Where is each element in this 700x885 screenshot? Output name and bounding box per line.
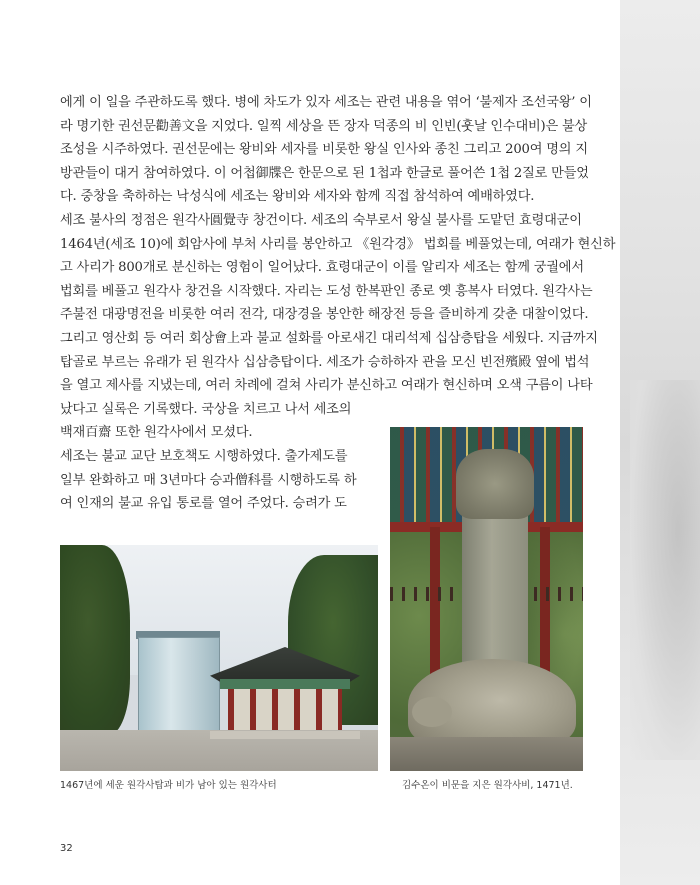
text-line: 다. 중창을 축하하는 낙성식에 세조는 왕비와 세자와 함께 직접 참석하여 예배하였다. <box>60 189 535 205</box>
text-line: 조성을 시주하였다. 권선문에는 왕비와 세자를 비롯한 왕실 인사와 종친 그리고 200여 명의 지 <box>60 142 588 158</box>
decorative-side-strip <box>620 0 700 885</box>
text-line: 을 열고 제사를 지냈는데, 여러 차례에 걸쳐 사리가 분신하고 여래가 현신하며 오색 구름이 나타 <box>60 378 593 394</box>
text-line: 방관들이 대거 참여하였다. 이 어첩御牒은 한문으로 된 1첩과 한글로 풀어쓴 1첩 2질로 만들었 <box>60 165 589 181</box>
page-number: 32 <box>60 843 73 854</box>
text-line: 고 사리가 800개로 분신하는 영험이 일어났다. 효령대군이 이를 알리자 세조는 함께 궁궐에서 <box>60 260 584 276</box>
text-line: 법회를 베풀고 원각사 창건을 시작했다. 자리는 도성 한복판인 종로 옛 흥복사 터였다. 원각사는 <box>60 283 593 299</box>
pavilion-columns <box>228 689 342 733</box>
text-line: 주불전 대광명전을 비롯한 여러 전각, 대장경을 봉안한 해장전 등을 즐비하게 갖춘 대찰이었다. <box>60 307 589 323</box>
text-line: 여 인재의 불교 유입 통로를 열어 주었다. 승려가 도 <box>60 496 347 512</box>
stele-photo <box>390 427 583 771</box>
text-line: 세조는 불교 교단 보호책도 시행하였다. 출가제도를 <box>60 449 348 464</box>
paragraph-3 <box>60 445 360 516</box>
pavilion-photo <box>60 545 378 771</box>
caption-left: 1467년에 세운 원각사탑과 비가 남아 있는 원각사터 <box>60 780 277 791</box>
text-line: 탑골로 부르는 유래가 된 원각사 십삼층탑이다. 세조가 승하하자 관을 모신 빈전殯殿 옆에 법석 <box>60 354 590 370</box>
text-line: 났다고 실록은 기록했다. 국상을 치르고 나서 세조의 <box>60 401 352 417</box>
pillar-right <box>540 527 550 687</box>
text-line: 라 명기한 권선문勸善文을 지었다. 일찍 세상을 뜬 장자 덕종의 비 인빈(훗날 인수대비)은 불상 <box>60 118 588 134</box>
text-line: 일부 완화하고 매 3년마다 승과僧科를 시행하도록 하 <box>60 472 357 488</box>
text-line: 1464년(세조 10)에 회암사에 부처 사리를 봉안하고 《원각경》 법회를 베풀었는데, 여래가 현신하 <box>60 236 616 252</box>
text-line: 백재百齋 또한 원각사에서 모셨다. <box>60 425 253 441</box>
stone-floor <box>390 737 583 771</box>
paragraph-2 <box>60 209 616 445</box>
paragraph-1 <box>60 91 592 209</box>
text-line: 에게 이 일을 주관하도록 했다. 병에 차도가 있자 세조는 관련 내용을 엮어 ‘불제자 조선국왕’ 이 <box>60 95 592 110</box>
trees-left <box>60 545 130 735</box>
caption-right: 김수온이 비문을 지은 원각사비, 1471년. <box>402 780 573 791</box>
rock-texture-decoration <box>630 380 700 760</box>
text-line: 그리고 영산회 등 여러 회상會上과 불교 설화를 아로새긴 대리석제 십삼층탑을 세웠다. 지금까지 <box>60 330 598 346</box>
stone-platform <box>210 731 360 739</box>
glass-enclosure <box>138 637 220 744</box>
text-line: 세조 불사의 정점은 원각사圓覺寺 창건이다. 세조의 숙부로서 왕실 불사를 도맡던 효령대군이 <box>60 213 582 228</box>
dragon-capstone <box>456 449 534 519</box>
pillar-left <box>430 527 440 687</box>
turtle-head <box>412 697 452 727</box>
pavilion-eave <box>220 679 350 689</box>
